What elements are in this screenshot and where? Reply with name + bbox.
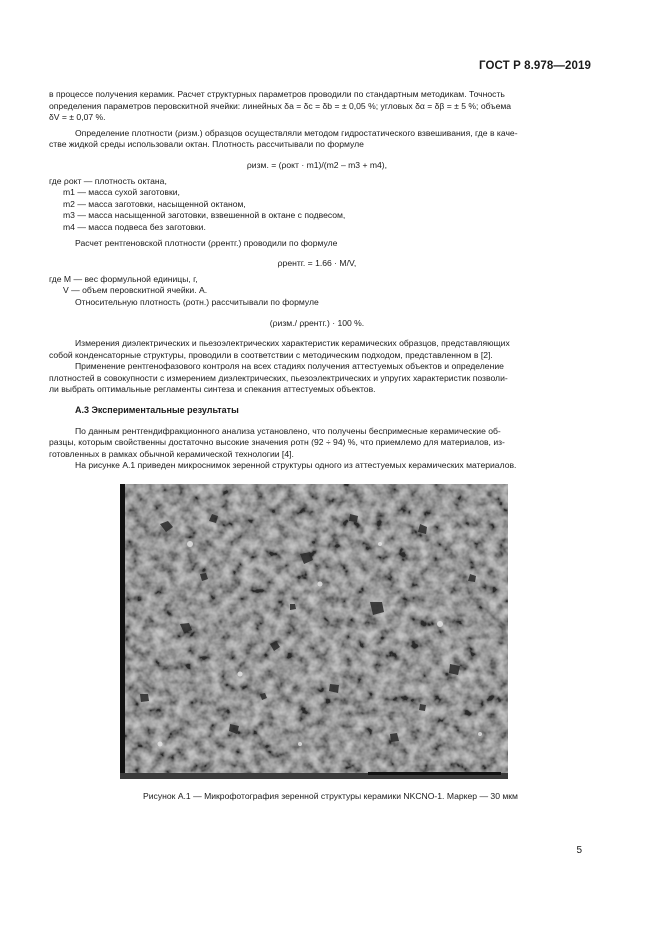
where-line: где M — вес формульной единицы, г, (49, 273, 198, 284)
formula-relative-density: (ρизм./ ρрентг.) · 100 %. (269, 317, 365, 328)
where-line: где ρокт — плотность октана, (49, 175, 167, 186)
standard-header: ГОСТ Р 8.978—2019 (479, 60, 591, 72)
text-line: собой конденсаторные структуры, проводили в соответствии с методическим подходом, представленном в [2]. (49, 349, 493, 360)
text-line: плотностей в совокупности с измерением диэлектрических, пьезоэлектрических и упругих характеристик позволи- (49, 372, 508, 383)
text-line: Измерения диэлектрических и пьезоэлектрических характеристик керамических образцов, представляющих (75, 338, 510, 349)
text-line: δV = ± 0,07 %. (49, 112, 106, 123)
micrograph-image (120, 484, 508, 779)
text-line: определения параметров перовскитной ячейки: линейных δa = δc = δb = ± 0,05 %; угловых δα = δβ = ± 5 %; объема (49, 100, 512, 111)
micrograph-texture (120, 484, 508, 779)
text-line: Определение плотности (ρизм.) образцов осуществляли методом гидростатического взвешивания, где в каче- (75, 127, 518, 138)
text-line: По данным рентгендифракционного анализа установлено, что получены беспримесные керамические об- (75, 425, 501, 436)
formula-xray-density: ρрентг. = 1.66 · M/V, (277, 258, 357, 269)
where-line: V — объем перовскитной ячейки. А. (63, 285, 208, 296)
text-line: На рисунке А.1 приведен микроснимок зеренной структуры одного из аттестуемых керамических материалов. (75, 460, 517, 471)
where-line: m4 — масса подвеса без заготовки. (63, 221, 206, 232)
scale-marker (368, 772, 501, 775)
page-number: 5 (576, 845, 582, 856)
text-line: стве жидкой среды использовали октан. Плотность рассчитывали по формуле (49, 139, 364, 150)
where-line: m3 — масса насыщенной заготовки, взвешенной в октане с подвесом, (63, 210, 346, 221)
text-line: Расчет рентгеновской плотности (ρрентг.) проводили по формуле (75, 237, 338, 248)
where-line: m1 — масса сухой заготовки, (63, 187, 180, 198)
text-line: разцы, которым свойственны достаточно высокие значения ρотн (92 ÷ 94) %, что приемлемо для материалов, из- (49, 437, 505, 448)
text-line: Относительную плотность (ρотн.) рассчитывали по формуле (75, 296, 319, 307)
figure-caption: Рисунок А.1 — Микрофотография зеренной структуры керамики NKCNO-1. Маркер — 30 мкм (143, 791, 518, 801)
where-line: m2 — масса заготовки, насыщенной октаном, (63, 198, 246, 209)
formula-density: ρизм. = (ρокт · m1)/(m2 – m3 + m4), (246, 159, 388, 170)
text-line: Применение рентгенофазового контроля на всех стадиях получения аттестуемых объектов и определение (75, 361, 504, 372)
text-line: в процессе получения керамик. Расчет структурных параметров проводили по стандартным методикам. Точность (49, 89, 505, 99)
body-text (49, 89, 585, 472)
text-line: ли выбрать оптимальные регламенты синтеза и спекания аттестуемых объектов. (49, 384, 376, 395)
text-line: готовленных в рамках обычной керамической технологии [4]. (49, 448, 294, 459)
section-heading: А.3 Экспериментальные результаты (75, 405, 239, 416)
